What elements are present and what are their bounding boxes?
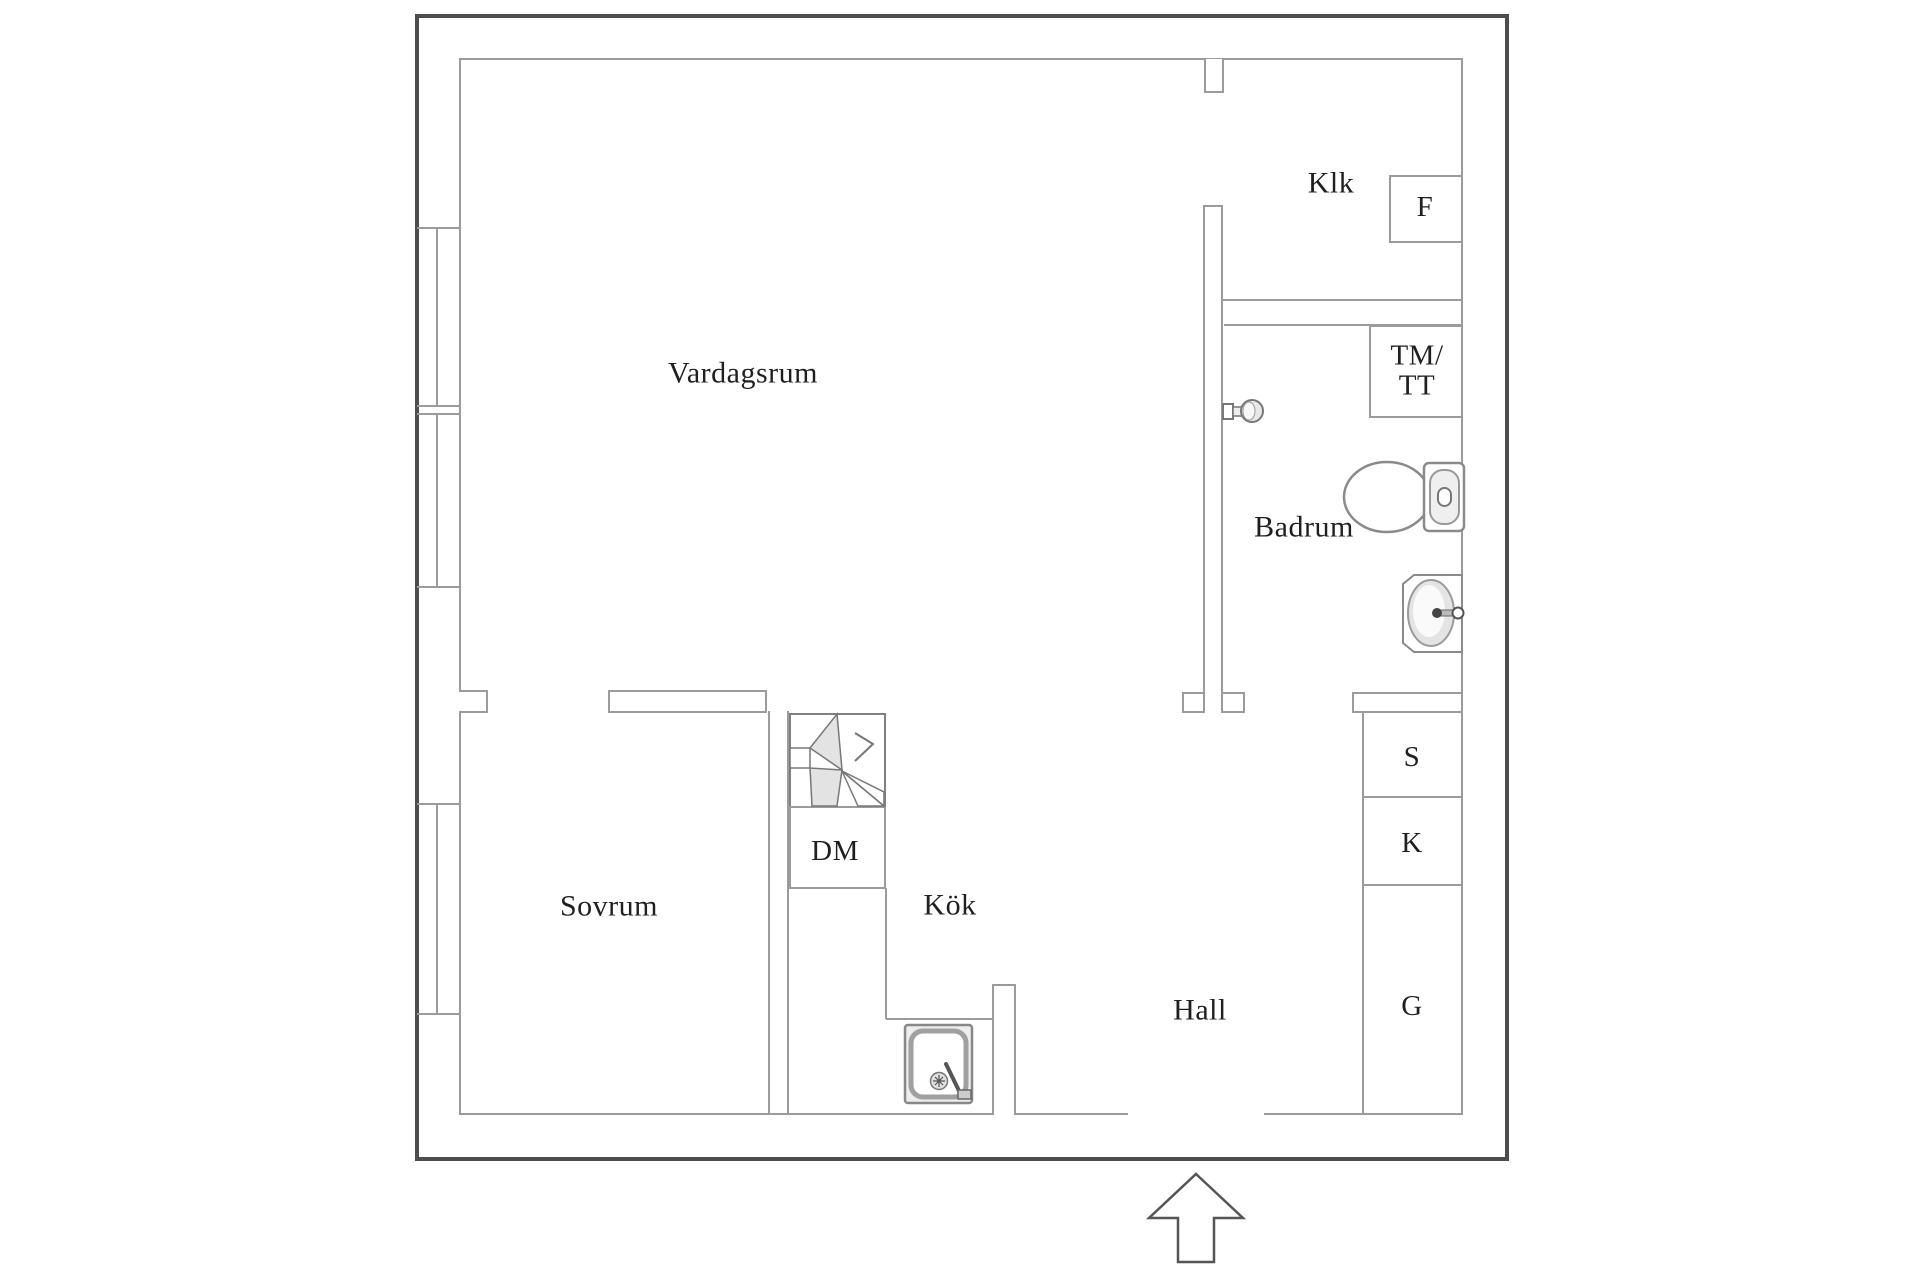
- room-label-klk: Klk: [1307, 166, 1355, 200]
- fridge-label: F: [1416, 190, 1434, 223]
- kitchen-sink-icon: [905, 1025, 972, 1103]
- wardrobe-g-label: G: [1401, 989, 1423, 1022]
- room-label-vardagsrum: Vardagsrum: [668, 356, 818, 390]
- toilet-icon: [1344, 462, 1464, 532]
- room-label-sovrum: Sovrum: [559, 889, 659, 923]
- wardrobe-k-label: K: [1401, 826, 1423, 859]
- room-label-kok: Kök: [923, 888, 977, 922]
- room-label-hall: Hall: [1173, 993, 1227, 1027]
- washer-dryer-label: [1390, 341, 1443, 402]
- washer-dryer-label-line2: TT: [1398, 370, 1436, 402]
- dishwasher-label: DM: [811, 834, 859, 867]
- shower-mixer-icon: [1223, 400, 1263, 422]
- washer-dryer-label-line1: TM/: [1390, 339, 1444, 372]
- entrance-arrow-icon: [1149, 1174, 1243, 1262]
- stove-fan-icon: [790, 714, 884, 806]
- room-label-badrum: Badrum: [1254, 510, 1354, 544]
- bathroom-sink-icon: [1403, 575, 1464, 652]
- wardrobe-s-label: S: [1403, 740, 1421, 773]
